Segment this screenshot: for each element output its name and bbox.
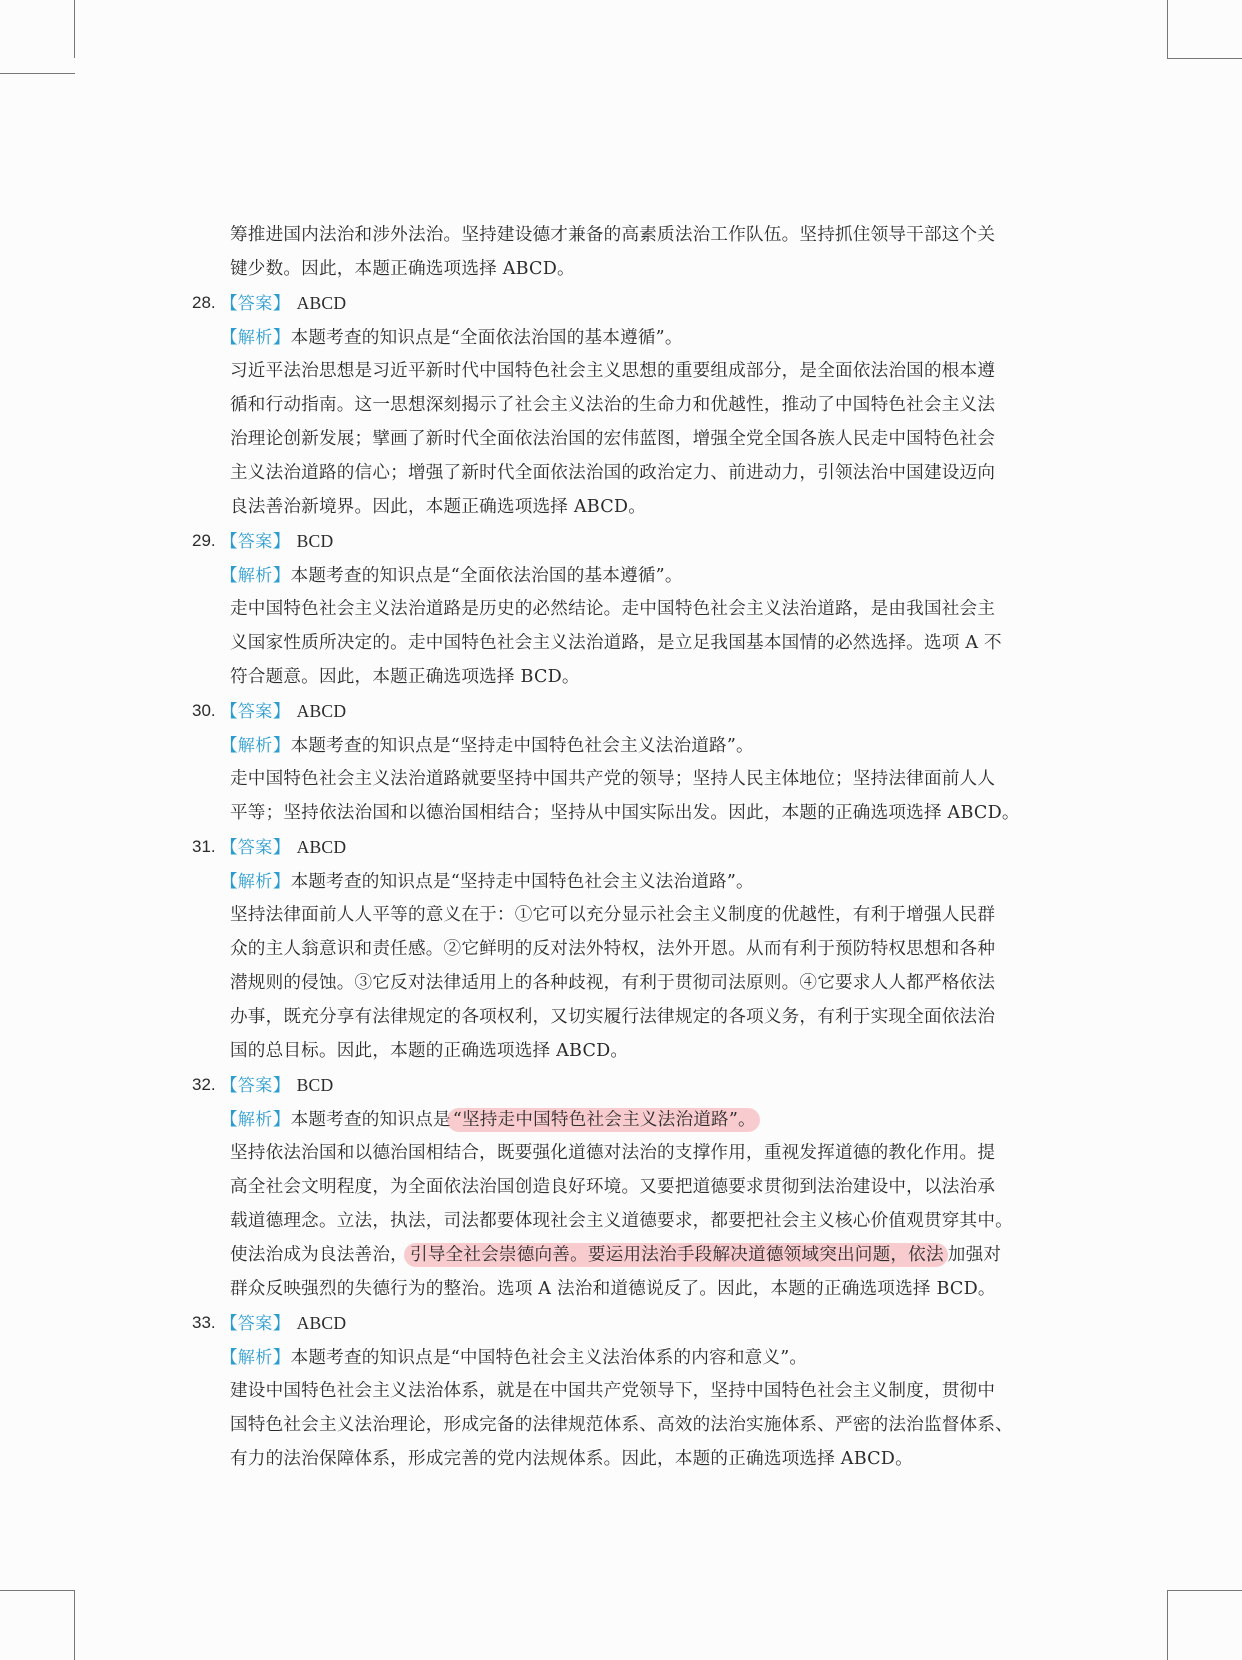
body-line: 符合题意。因此，本题正确选项选择 BCD。 xyxy=(230,667,580,687)
answer-value: ABCD xyxy=(296,837,347,857)
body-text: 加强对 xyxy=(947,1245,1002,1265)
analysis-text: 本题考查的知识点是“坚持走中国特色社会主义法治道路”。 xyxy=(290,736,754,756)
answer-value: BCD xyxy=(296,1075,334,1095)
body-line: 群众反映强烈的失德行为的整治。选项 A 法治和道德说反了。因此，本题的正确选项选择 BCD。 xyxy=(230,1279,996,1299)
body-line: 潜规则的侵蚀。③它反对法律适用上的各种歧视，有利于贯彻司法原则。④它要求人人都严格依法 xyxy=(230,973,996,993)
analysis-row: 【解析】本题考查的知识点是 “坚持走中国特色社会主义法治道路”。 xyxy=(220,1102,1040,1136)
analysis-row: 【解析】本题考查的知识点是“全面依法治国的基本遵循”。 xyxy=(220,565,683,586)
analysis-label: 解析 xyxy=(237,328,273,347)
body-line: 载道德理念。立法，执法，司法都要体现社会主义道德要求，都要把社会主义核心价值观贯穿其中。 xyxy=(230,1211,1013,1231)
body-line: 走中国特色社会主义法治道路就要坚持中国共产党的领导；坚持人民主体地位；坚持法律面前人人 xyxy=(230,769,996,789)
body-line: 习近平法治思想是习近平新时代中国特色社会主义思想的重要组成部分，是全面依法治国的根本遵 xyxy=(230,361,996,381)
body-line: 坚持法律面前人人平等的意义在于：①它可以充分显示社会主义制度的优越性，有利于增强人民群 xyxy=(230,905,996,925)
answer-value: BCD xyxy=(296,531,334,551)
body-line: 键少数。因此，本题正确选项选择 ABCD。 xyxy=(230,259,575,279)
analysis-text: 本题考查的知识点是“中国特色社会主义法治体系的内容和意义”。 xyxy=(290,1348,808,1368)
body-line: 主义法治道路的信心；增强了新时代全面依法治国的政治定力、前进动力，引领法治中国建设迈向 xyxy=(230,463,996,483)
answer-row: 【答案】 ABCD xyxy=(220,701,347,721)
analysis-label: 解析 xyxy=(237,736,273,755)
body-line: 循和行动指南。这一思想深刻揭示了社会主义法治的生命力和优越性，推动了中国特色社会主义法 xyxy=(230,395,996,415)
question-number: 33. xyxy=(192,1313,216,1332)
body-line xyxy=(230,1238,1050,1272)
answer-row: 【答案】 ABCD xyxy=(220,837,347,857)
body-line: 坚持依法治国和以德治国相结合，既要强化道德对法治的支撑作用，重视发挥道德的教化作用。提 xyxy=(230,1143,996,1163)
answer-value: ABCD xyxy=(296,1313,347,1333)
analysis-text: 本题考查的知识点是“全面依法治国的基本遵循”。 xyxy=(290,328,683,348)
analysis-label: 解析 xyxy=(237,1110,273,1129)
analysis-row: 【解析】本题考查的知识点是“坚持走中国特色社会主义法治道路”。 xyxy=(220,871,754,892)
analysis-row: 【解析】本题考查的知识点是“中国特色社会主义法治体系的内容和意义”。 xyxy=(220,1347,808,1368)
answer-label: 答案 xyxy=(237,1076,273,1095)
answer-label: 答案 xyxy=(237,1314,273,1333)
body-line: 众的主人翁意识和责任感。②它鲜明的反对法外特权，法外开恩。从而有利于预防特权思想和各种 xyxy=(230,939,996,959)
body-line: 治理论创新发展；擘画了新时代全面依法治国的宏伟蓝图，增强全党全国各族人民走中国特色社会 xyxy=(230,429,996,449)
answer-label: 答案 xyxy=(237,532,273,551)
answer-label: 答案 xyxy=(237,702,273,721)
analysis-row: 【解析】本题考查的知识点是“坚持走中国特色社会主义法治道路”。 xyxy=(220,735,754,756)
body-line: 走中国特色社会主义法治道路是历史的必然结论。走中国特色社会主义法治道路，是由我国社会主 xyxy=(230,599,996,619)
analysis-text: 本题考查的知识点是“全面依法治国的基本遵循”。 xyxy=(290,566,683,586)
analysis-text: 本题考查的知识点是“坚持走中国特色社会主义法治道路”。 xyxy=(290,872,754,892)
body-line: 建设中国特色社会主义法治体系，就是在中国共产党领导下，坚持中国特色社会主义制度，贯彻中 xyxy=(230,1381,996,1401)
answer-row: 【答案】 ABCD xyxy=(220,293,347,313)
body-line: 高全社会文明程度，为全面依法治国创造良好环境。又要把道德要求贯彻到法治建设中，以法治承 xyxy=(230,1177,996,1197)
body-line: 平等；坚持依法治国和以德治国相结合；坚持从中国实际出发。因此，本题的正确选项选择 ABCD。 xyxy=(230,803,1020,823)
body-line: 良法善治新境界。因此，本题正确选项选择 ABCD。 xyxy=(230,497,646,517)
body-line: 有力的法治保障体系，形成完善的党内法规体系。因此，本题的正确选项选择 ABCD。 xyxy=(230,1449,913,1469)
answer-value: ABCD xyxy=(296,293,347,313)
answer-row: 【答案】 ABCD xyxy=(220,1313,347,1333)
body-line: 办事，既充分享有法律规定的各项权利，又切实履行法律规定的各项义务，有利于实现全面依法治 xyxy=(230,1007,996,1027)
analysis-label: 解析 xyxy=(237,872,273,891)
highlighted-text: 引导全社会崇德向善。要运用法治手段解决道德领域突出问题，依法 xyxy=(404,1243,948,1267)
answer-value: ABCD xyxy=(296,701,347,721)
question-number: 28. xyxy=(192,293,216,312)
analysis-text: 本题考查的知识点是 xyxy=(290,1110,451,1130)
answer-label: 答案 xyxy=(237,838,273,857)
analysis-row: 【解析】本题考查的知识点是“全面依法治国的基本遵循”。 xyxy=(220,327,683,348)
question-number: 32. xyxy=(192,1075,216,1094)
answer-label: 答案 xyxy=(237,294,273,313)
question-number: 30. xyxy=(192,701,216,720)
highlighted-text: “坚持走中国特色社会主义法治道路”。 xyxy=(447,1108,760,1132)
question-number: 31. xyxy=(192,837,216,856)
analysis-label: 解析 xyxy=(237,566,273,585)
answer-row: 【答案】 BCD xyxy=(220,1075,334,1095)
body-line: 国的总目标。因此，本题的正确选项选择 ABCD。 xyxy=(230,1041,629,1061)
body-line: 国特色社会主义法治理论，形成完备的法律规范体系、高效的法治实施体系、严密的法治监督体系、 xyxy=(230,1415,1013,1435)
body-text: 使法治成为良法善治， xyxy=(230,1245,408,1265)
body-line: 筹推进国内法治和涉外法治。坚持建设德才兼备的高素质法治工作队伍。坚持抓住领导干部这个关 xyxy=(230,225,996,245)
analysis-label: 解析 xyxy=(237,1348,273,1367)
answer-row: 【答案】 BCD xyxy=(220,531,334,551)
question-number: 29. xyxy=(192,531,216,550)
body-line: 义国家性质所决定的。走中国特色社会主义法治道路，是立足我国基本国情的必然选择。选项 A 不 xyxy=(230,633,1002,653)
